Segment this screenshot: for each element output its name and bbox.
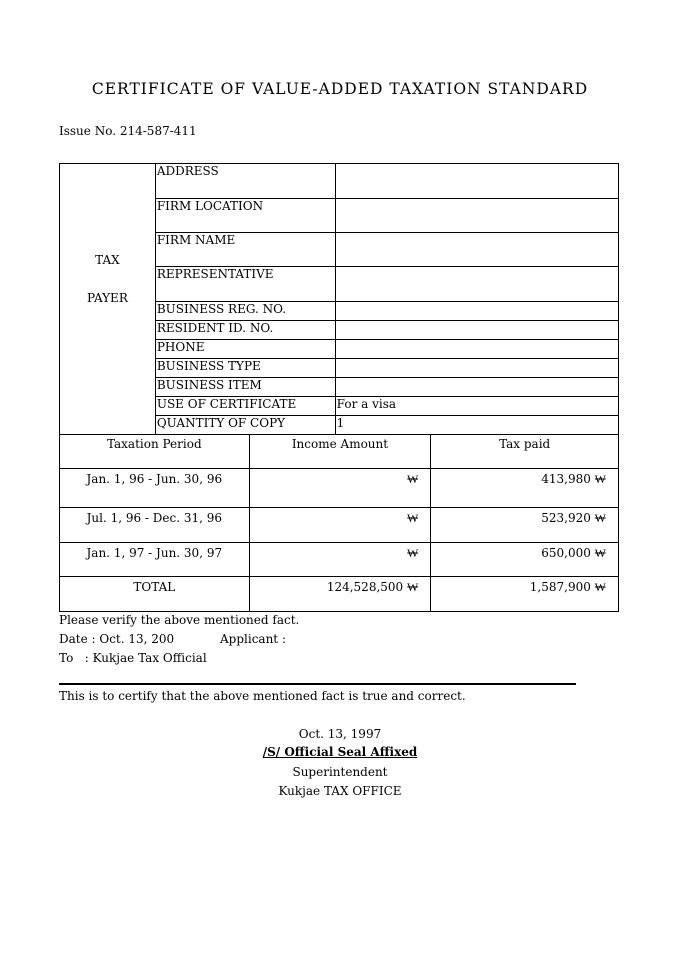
certify-text: This is to certify that the above mentioned fact is true and correct.	[59, 689, 466, 703]
column-header: Income Amount	[249, 435, 431, 469]
field-label: USE OF CERTIFICATE	[155, 397, 335, 416]
period-cell: Jan. 1, 96 - Jun. 30, 96	[60, 469, 250, 508]
issuing-office: Kukjae TAX OFFICE	[278, 784, 402, 798]
field-label: PHONE	[155, 340, 335, 359]
field-value	[335, 267, 618, 302]
field-value	[335, 340, 618, 359]
field-value: 1	[335, 416, 618, 435]
field-value	[335, 378, 618, 397]
verify-text: Please verify the above mentioned fact.	[59, 613, 300, 627]
field-label: BUSINESS REG. NO.	[155, 302, 335, 321]
total-label: TOTAL	[60, 577, 250, 612]
taxpayer-label-line2: PAYER	[86, 291, 128, 305]
total-row	[60, 577, 619, 612]
to-line: To : Kukjae Tax Official	[59, 651, 207, 665]
issue-number: Issue No. 214-587-411	[59, 124, 197, 138]
column-header: Taxation Period	[60, 435, 250, 469]
tax-cell: 650,000 ₩	[431, 543, 619, 577]
total-tax: 1,587,900 ₩	[431, 577, 619, 612]
field-label: BUSINESS ITEM	[155, 378, 335, 397]
field-label: RESIDENT ID. NO.	[155, 321, 335, 340]
tax-cell: 413,980 ₩	[431, 469, 619, 508]
field-value	[335, 199, 618, 233]
field-label: FIRM LOCATION	[155, 199, 335, 233]
field-label: ADDRESS	[155, 164, 335, 199]
tax-cell: 523,920 ₩	[431, 508, 619, 543]
period-cell: Jan. 1, 97 - Jun. 30, 97	[60, 543, 250, 577]
total-income: 124,528,500 ₩	[249, 577, 431, 612]
income-cell: ₩	[249, 543, 431, 577]
table-row	[60, 543, 619, 577]
field-value	[335, 233, 618, 267]
field-value	[335, 302, 618, 321]
field-label: REPRESENTATIVE	[155, 267, 335, 302]
table-row	[60, 469, 619, 508]
certificate-date: Oct. 13, 1997	[298, 727, 382, 741]
field-label: BUSINESS TYPE	[155, 359, 335, 378]
signer-position: Superintendent	[292, 765, 388, 779]
taxpayer-label-line1: TAX	[95, 253, 120, 267]
taxation-period-table	[59, 434, 619, 612]
taxpayer-label-cell	[60, 164, 156, 435]
official-seal: /S/ Official Seal Affixed	[262, 745, 418, 759]
income-cell: ₩	[249, 508, 431, 543]
field-value	[335, 359, 618, 378]
document-title: CERTIFICATE OF VALUE-ADDED TAXATION STANDARD	[91, 80, 589, 98]
applicant-label: Applicant :	[220, 632, 286, 646]
period-cell: Jul. 1, 96 - Dec. 31, 96	[60, 508, 250, 543]
field-label: FIRM NAME	[155, 233, 335, 267]
column-header: Tax paid	[431, 435, 619, 469]
date-line: Date : Oct. 13, 200	[59, 632, 175, 646]
field-value	[335, 164, 618, 199]
table-row	[60, 508, 619, 543]
divider	[59, 683, 576, 685]
income-cell: ₩	[249, 469, 431, 508]
taxpayer-table	[59, 163, 619, 435]
field-label: QUANTITY OF COPY	[155, 416, 335, 435]
field-value	[335, 321, 618, 340]
field-value: For a visa	[335, 397, 618, 416]
